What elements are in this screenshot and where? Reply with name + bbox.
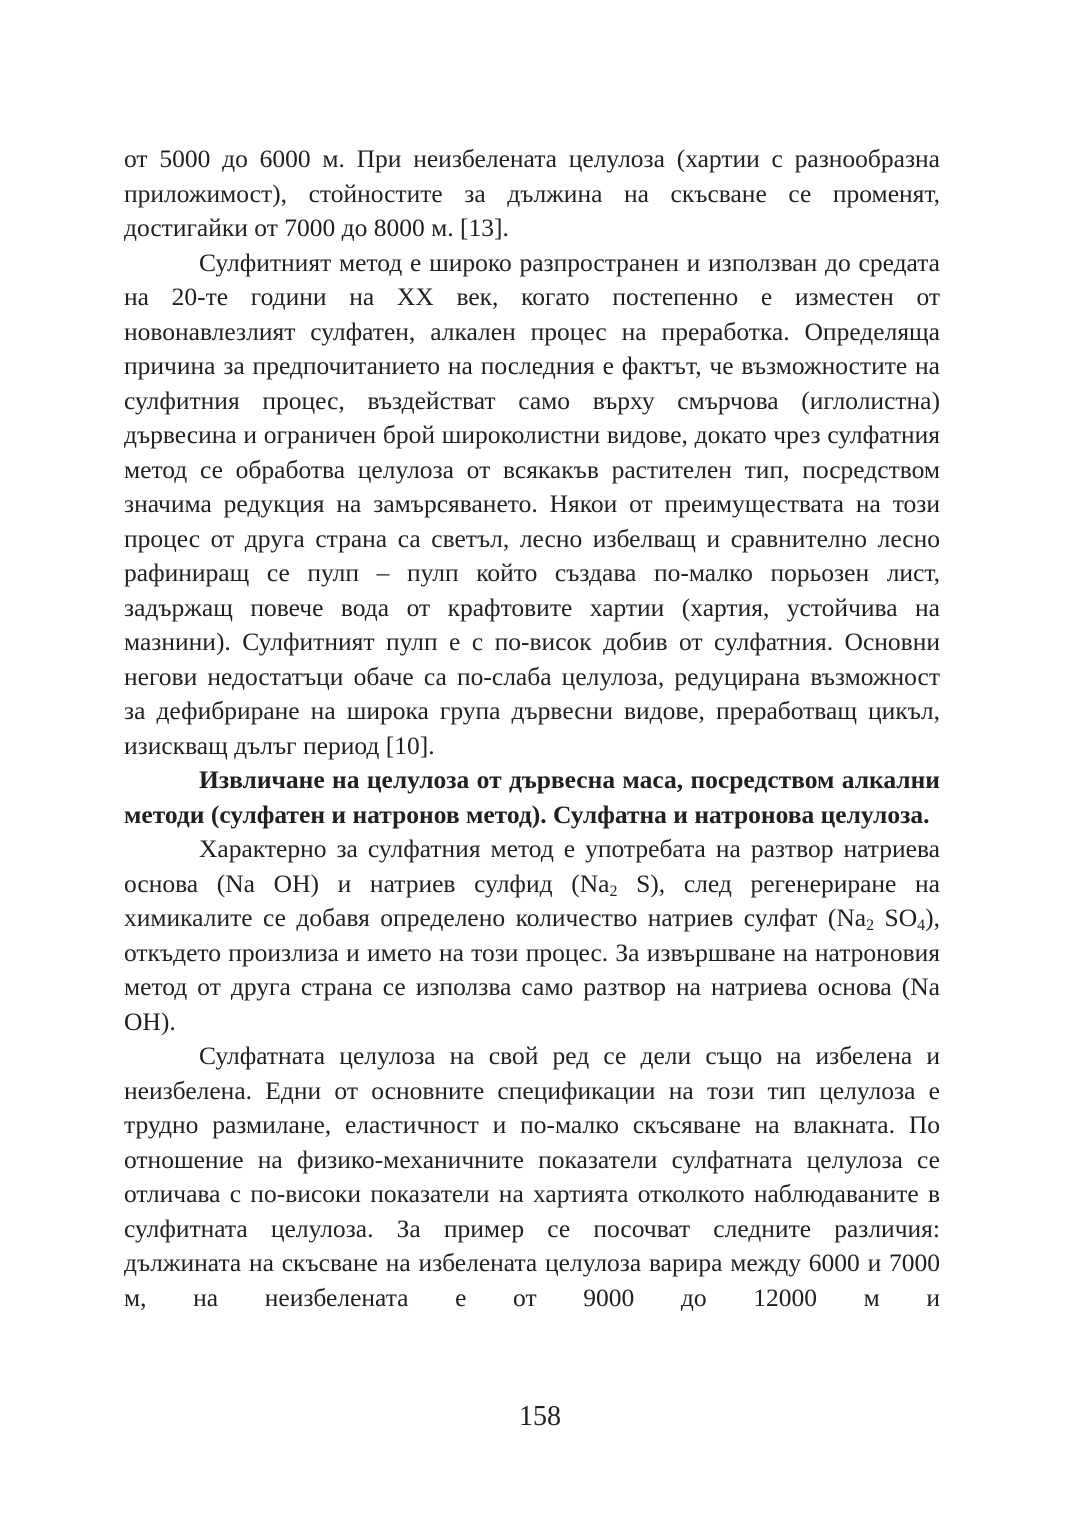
page-number: 158 xyxy=(519,1401,561,1432)
formula-text-4: ), откъдето произлиза и името на този процес. За извършване на натроновия метод от друга страна се използва само разтвор на натриева основа (Na OH). xyxy=(124,903,940,1036)
subscript-3: 4 xyxy=(917,917,926,934)
paragraph-sulfate-cellulose: Сулфатната целулоза на свой ред се дели също на избелена и неизбелена. Едни от основните спецификации на този тип целулоза е трудно размилане, еластичност и по-малко скъсяване на влакната. По отношение на физико-механичните показатели сулфатната целулоза се отличава с по-високи показатели на хартията отколкото наблюдаваните в сулфитната целулоза. За пример се посочват следните различия: дължината на скъсване на избелената целулоза варира между 6000 и 7000 м, на неизбелената е от 9000 до 12000 м и xyxy=(124,1041,940,1312)
section-heading: Извличане на целулоза от дървесна маса, посредством алкални методи (сулфатен и натронов метод). Сулфатна и натронова целулоза. xyxy=(124,765,940,829)
formula-text-1: Характерно за сулфатния метод е употребата на разтвор натриева основа (Na OH) и натриев сулфид (Na xyxy=(124,834,940,898)
paragraph-sulfate-method xyxy=(124,832,940,1039)
formula-text-3: SO xyxy=(874,903,918,932)
subscript-2: 2 xyxy=(866,917,875,934)
formula-text-2: S), след регенериране на химикалите се добавя определено количество натриев сулфат (Na xyxy=(124,868,940,932)
paragraph-sulfite-method: Сулфитният метод е широко разпространен и използван до средата на 20-те години на XX век, когато постепенно е изместен от новонавлезлият сулфатен, алкален процес на преработка. Определяща причина за предпочитанието на последния е фактът, че възможностите на сулфитния процес, въздействат само върху смърчова (иглолистна) дървесина и ограничен брой широколистни видове, докато чрез сулфатния метод се обработва целулоза от всякакъв растителен тип, посредством значима редукция на замърсяването. Някои от преимуществата на този процес от друга страна са светъл, лесно избелващ и сравнително лесно рафиниращ се пулп – пулп който създава по-малко порьозен лист, задържащ повече вода от крафтовите хартии (хартия, устойчива на мазнини). Сулфитният пулп е с по-висок добив от сулфатния. Основни негови недостатъци обаче са по-слаба целулоза, редуцирана възможност за дефибриране на широка група дървесни видове, преработващ цикъл, изискващ дълъг период [10]. xyxy=(124,247,940,760)
subscript-1: 2 xyxy=(609,882,618,900)
paragraph-continued: от 5000 до 6000 м. При неизбелената целулоза (хартии с разнообразна приложимост), стойностите за дължина на скъсване се променят, достигайки от 7000 до 8000 м. [13]. xyxy=(124,144,940,242)
page-body xyxy=(124,142,940,1315)
